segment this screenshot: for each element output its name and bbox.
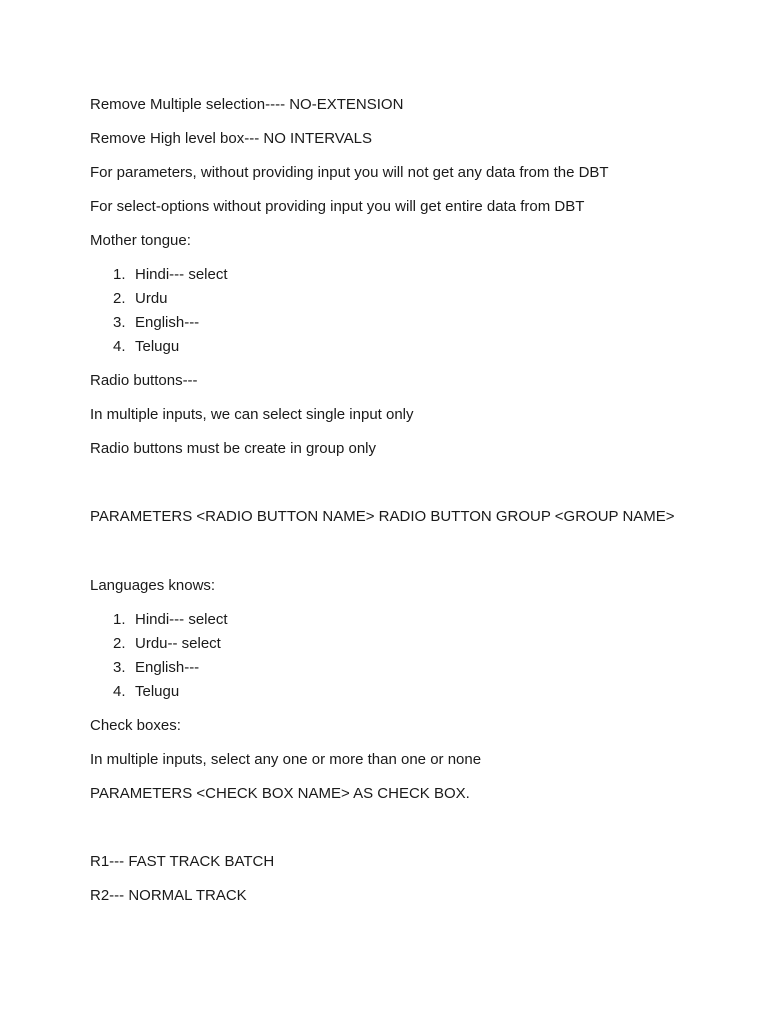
list-item-number: 2. <box>113 290 126 307</box>
list-item-number: 3. <box>113 314 126 331</box>
list-item-text: Telugu <box>135 683 180 700</box>
list-item <box>113 337 179 357</box>
list-item <box>113 265 228 285</box>
list-item-number: 4. <box>113 683 126 700</box>
paragraph-checkbox-multiple-inputs: In multiple inputs, select any one or more than one or none <box>90 751 482 768</box>
list-item-number: 1. <box>113 266 126 283</box>
paragraph-r1-fast-track: R1--- FAST TRACK BATCH <box>90 853 275 870</box>
paragraph-remove-high-level-box: Remove High level box--- NO INTERVALS <box>90 130 373 147</box>
paragraph-radio-single-input: In multiple inputs, we can select single input only <box>90 406 414 423</box>
list-item-text: English--- <box>135 659 200 676</box>
list-item-text: Hindi--- select <box>135 266 228 283</box>
paragraph-r2-normal-track: R2--- NORMAL TRACK <box>90 887 247 904</box>
paragraph-select-options-note: For select-options without providing input you will get entire data from DBT <box>90 198 585 215</box>
list-item <box>113 610 228 630</box>
list-item-text: Hindi--- select <box>135 611 228 628</box>
paragraph-radio-syntax: PARAMETERS <RADIO BUTTON NAME> RADIO BUTTON GROUP <GROUP NAME> <box>90 508 675 525</box>
paragraph-parameters-note: For parameters, without providing input you will not get any data from the DBT <box>90 164 609 181</box>
heading-radio-buttons: Radio buttons--- <box>90 372 198 389</box>
list-item <box>113 289 168 309</box>
list-item-number: 2. <box>113 635 126 652</box>
heading-languages-knows: Languages knows: <box>90 577 216 594</box>
list-item-text: Urdu <box>135 290 168 307</box>
list-item-number: 4. <box>113 338 126 355</box>
list-item-text: Telugu <box>135 338 180 355</box>
heading-check-boxes: Check boxes: <box>90 717 181 734</box>
list-item <box>113 634 221 654</box>
list-item <box>113 313 199 333</box>
paragraph-checkbox-syntax: PARAMETERS <CHECK BOX NAME> AS CHECK BOX. <box>90 785 470 802</box>
list-item <box>113 658 199 678</box>
heading-mother-tongue: Mother tongue: <box>90 232 191 249</box>
paragraph-radio-group: Radio buttons must be create in group only <box>90 440 377 457</box>
list-item-text: Urdu-- select <box>135 635 221 652</box>
list-item-number: 1. <box>113 611 126 628</box>
list-item-number: 3. <box>113 659 126 676</box>
list-item <box>113 682 179 702</box>
list-item-text: English--- <box>135 314 200 331</box>
paragraph-remove-multiple-selection: Remove Multiple selection---- NO-EXTENSION <box>90 96 404 113</box>
